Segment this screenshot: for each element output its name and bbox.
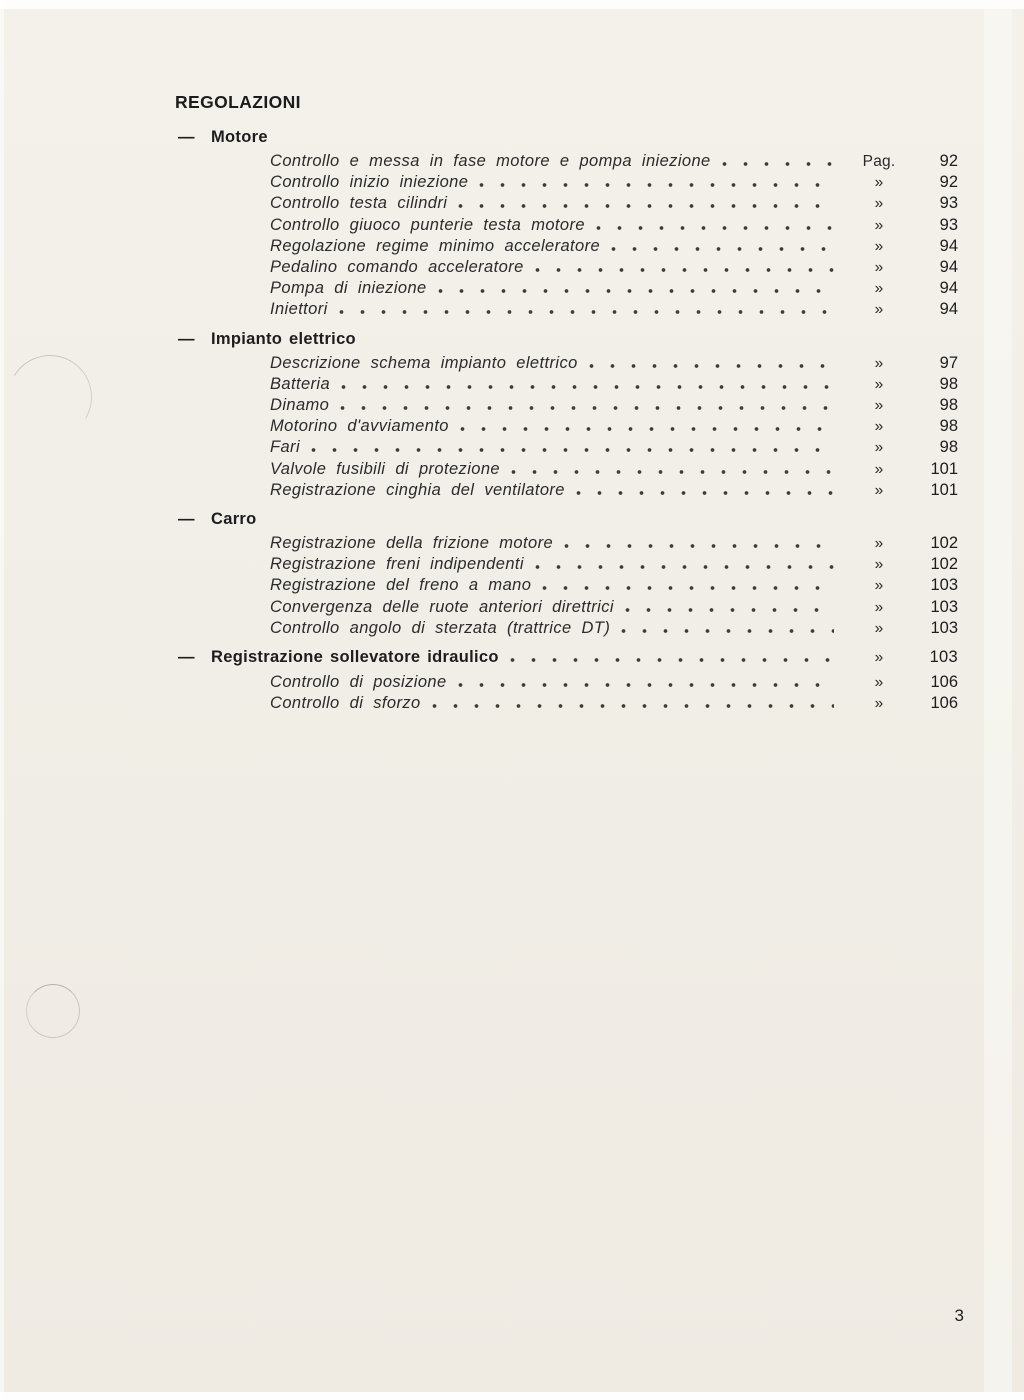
toc-section-1	[0, 328, 1024, 501]
page-ref-number: 101	[930, 480, 958, 499]
page-ref-marker: »	[874, 397, 884, 415]
page-ref-number: 103	[930, 597, 958, 616]
entry-title: Iniettori	[270, 300, 328, 319]
dot-leader	[722, 162, 834, 166]
toc-entry	[0, 416, 1024, 437]
dot-leader	[535, 268, 834, 272]
toc-entry	[0, 374, 1024, 395]
page-title: REGOLAZIONI	[175, 92, 301, 112]
toc-entry	[0, 459, 1024, 480]
entry-title: Controllo giuoco punterie testa motore	[270, 215, 585, 234]
page-ref-marker: »	[874, 556, 884, 574]
toc-entry	[0, 554, 1024, 575]
page-ref-number: 98	[939, 374, 958, 393]
toc-section-0	[0, 126, 1024, 321]
page-ref-number: 97	[939, 353, 958, 372]
scan-edge-bottom	[0, 1392, 1024, 1400]
page-ref-number: 106	[930, 673, 958, 692]
dot-leader	[611, 247, 834, 251]
page-ref-marker: »	[874, 301, 884, 319]
entry-title: Controllo angolo di sterzata (trattrice DT)	[270, 618, 611, 637]
section-label: Impianto elettrico	[211, 329, 356, 348]
dot-leader	[432, 704, 834, 708]
toc-entry	[0, 236, 1024, 257]
section-dash-icon: —	[178, 648, 195, 667]
page-ref-marker: »	[874, 674, 884, 692]
toc-entry	[0, 575, 1024, 596]
dot-leader	[625, 608, 834, 612]
toc-entry	[0, 257, 1024, 278]
page-ref-number: 93	[939, 194, 958, 213]
page-ref-number: 106	[930, 694, 958, 713]
page-ref-marker: »	[874, 418, 884, 436]
toc-entry	[0, 193, 1024, 214]
page-ref-marker: »	[874, 195, 884, 213]
dot-leader	[535, 565, 834, 569]
dot-leader	[311, 448, 834, 452]
entry-title: Registrazione del freno a mano	[270, 576, 532, 595]
page-ref-marker: Pag.	[862, 153, 896, 170]
dot-leader	[341, 385, 834, 389]
page-number: 3	[954, 1306, 964, 1325]
toc-entry	[0, 672, 1024, 693]
dot-leader	[576, 491, 834, 495]
entry-title: Convergenza delle ruote anteriori direttrici	[270, 597, 614, 616]
page-ref-marker: »	[874, 174, 884, 192]
dot-leader	[510, 658, 834, 662]
entry-title: Pompa di iniezione	[270, 279, 427, 298]
toc-entry	[0, 693, 1024, 714]
toc-entry	[0, 480, 1024, 501]
toc-entry	[0, 299, 1024, 320]
page-ref-marker: »	[874, 619, 884, 637]
entry-title: Pedalino comando acceleratore	[270, 258, 524, 277]
page-ref-marker: »	[874, 280, 884, 298]
toc-entry	[0, 278, 1024, 299]
page-ref-number: 93	[939, 215, 958, 234]
section-dash-icon: —	[178, 329, 195, 348]
dot-leader	[564, 544, 834, 548]
page-ref-number: 94	[939, 279, 958, 298]
entry-title: Descrizione schema impianto elettrico	[270, 353, 578, 372]
page-ref-number: 103	[930, 576, 958, 595]
section-dash-icon: —	[178, 128, 195, 146]
page-ref-number: 103	[930, 618, 958, 637]
section-header	[0, 646, 1024, 669]
page-ref-marker: »	[874, 649, 884, 667]
entry-title: Registrazione freni indipendenti	[270, 555, 524, 574]
dot-leader	[621, 629, 834, 633]
entry-title: Dinamo	[270, 396, 330, 415]
punch-hole-mark-lower	[26, 984, 80, 1038]
entry-title: Fari	[270, 438, 301, 457]
toc-entry	[0, 437, 1024, 458]
dot-leader	[589, 364, 834, 368]
dot-leader	[339, 310, 834, 314]
toc-entry	[0, 618, 1024, 639]
page-ref-marker: »	[874, 460, 884, 478]
page-ref-number: 102	[930, 534, 958, 553]
dot-leader	[458, 683, 834, 687]
toc-entry	[0, 533, 1024, 554]
table-of-contents	[0, 126, 1024, 721]
dot-leader	[460, 427, 834, 431]
dot-leader	[340, 406, 834, 410]
dot-leader	[458, 204, 834, 208]
page-ref-number: 98	[939, 396, 958, 415]
section-label: Motore	[211, 128, 268, 146]
page-ref-number: 94	[939, 236, 958, 255]
page-ref-number: 98	[939, 438, 958, 457]
page-ref-number: 92	[939, 173, 958, 192]
page-ref-marker: »	[874, 237, 884, 255]
page-ref-marker: »	[874, 439, 884, 457]
page-ref-marker: »	[874, 375, 884, 393]
page-ref-marker: »	[874, 354, 884, 372]
toc-entry	[0, 172, 1024, 193]
page-ref-marker: »	[874, 577, 884, 595]
section-dash-icon: —	[178, 510, 195, 529]
toc-entry	[0, 151, 1024, 172]
page-ref-marker: »	[874, 216, 884, 234]
page-ref-number: 98	[939, 417, 958, 436]
entry-title: Controllo di sforzo	[270, 694, 421, 713]
toc-entry	[0, 597, 1024, 618]
page-ref-marker: »	[874, 695, 884, 713]
entry-title: Controllo testa cilindri	[270, 194, 448, 213]
dot-leader	[542, 586, 834, 590]
entry-title: Registrazione cinghia del ventilatore	[270, 480, 565, 499]
toc-section-2	[0, 508, 1024, 639]
section-label: Registrazione sollevatore idraulico	[211, 648, 499, 667]
entry-title: Regolazione regime minimo acceleratore	[270, 236, 601, 255]
entry-title: Controllo inizio iniezione	[270, 173, 469, 192]
dot-leader	[438, 289, 834, 293]
section-label: Carro	[211, 510, 257, 529]
section-header	[0, 126, 1024, 148]
page-ref-number: 94	[939, 258, 958, 277]
page-ref-number: 101	[930, 459, 958, 478]
section-header	[0, 508, 1024, 530]
toc-entry	[0, 395, 1024, 416]
entry-title: Valvole fusibili di protezione	[270, 459, 501, 478]
page-ref-marker: »	[874, 535, 884, 553]
entry-title: Controllo di posizione	[270, 673, 447, 692]
page-ref-marker: »	[874, 598, 884, 616]
page-ref-number: 103	[929, 648, 958, 667]
toc-section-3	[0, 646, 1024, 714]
dot-leader	[596, 226, 834, 230]
dot-leader	[479, 183, 834, 187]
page-ref-marker: »	[874, 259, 884, 277]
dot-leader	[511, 470, 834, 474]
page-ref-number: 94	[939, 300, 958, 319]
page-ref-number: 92	[939, 152, 958, 170]
scan-edge-top	[0, 0, 1024, 9]
entry-title: Controllo e messa in fase motore e pompa iniezione	[270, 152, 711, 170]
section-header	[0, 328, 1024, 350]
entry-title: Motorino d'avviamento	[270, 417, 449, 436]
toc-entry	[0, 215, 1024, 236]
page-ref-number: 102	[930, 555, 958, 574]
page-ref-marker: »	[874, 481, 884, 499]
toc-entry	[0, 353, 1024, 374]
entry-title: Batteria	[270, 374, 331, 393]
entry-title: Registrazione della frizione motore	[270, 534, 554, 553]
